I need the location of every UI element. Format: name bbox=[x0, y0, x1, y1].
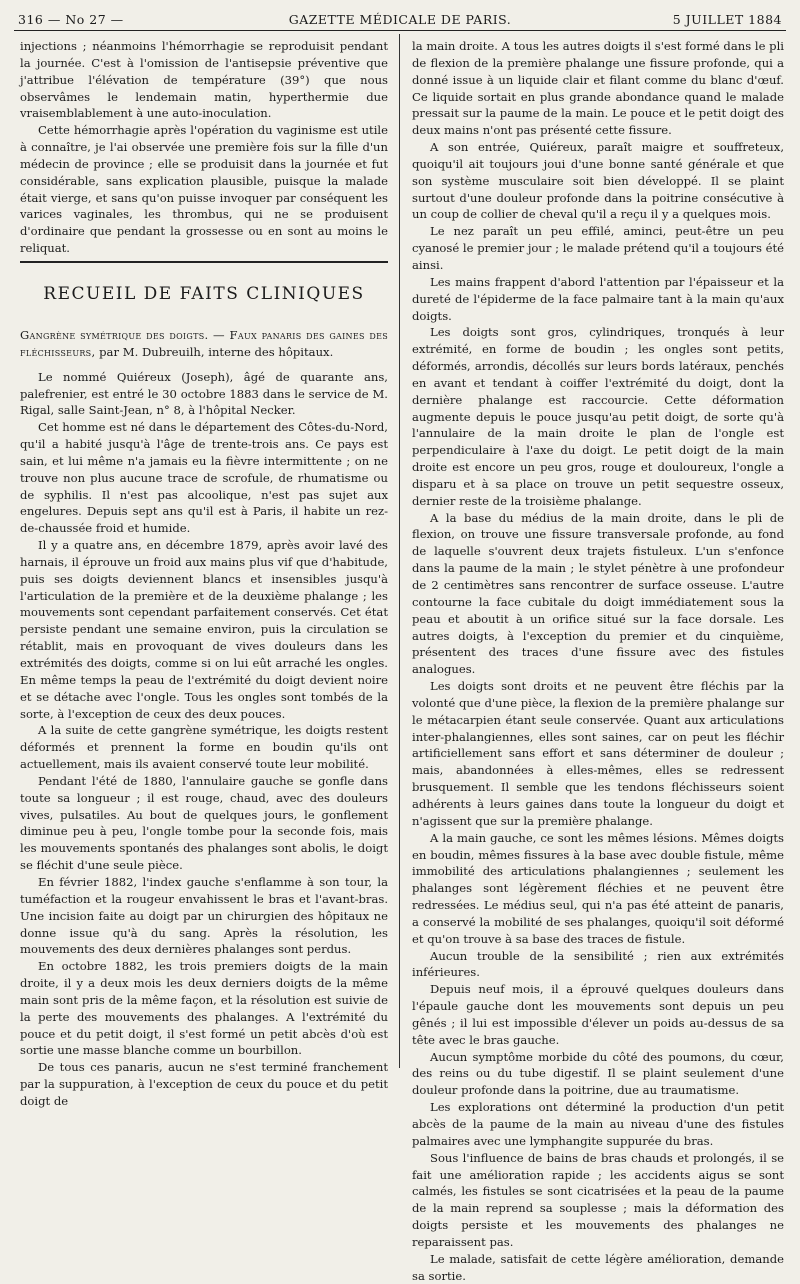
body-paragraph: A la base du médius de la main droite, dans le pli de flexion, on trouve une fissure transversale profonde, au fond de laquelle s'ouvrent deux trajets fistuleux. L'un s'enfonce dans la paume de la main ; le stylet pénètre à une profondeur de 2 centimètres sans rencontrer de surface osseuse. L'autre contourne la face cubitale du doigt immédiatement sous la peau et aboutit à un orifice situé sur la face dorsale. Les autres doigts, à l'exception du premier et du cinquième, présentent des traces d'une fissure avec des fistules analogues. bbox=[412, 510, 784, 677]
body-paragraph: Aucun trouble de la sensibilité ; rien aux extrémités inférieures. bbox=[412, 948, 784, 980]
body-paragraph: A la main gauche, ce sont les mêmes lésions. Mêmes doigts en boudin, mêmes fissures à la base avec double fistule, même immobilité des articulations phalangiennes ; seulement les phalanges sont légèrement fléchies et ne peuvent être redressées. Le médius seul, qui n'a pas été atteint de panaris, a conservé la mobilité de ses phalanges, quoiqu'il soit déformé et qu'on trouve à sa base des traces de fistule. bbox=[412, 830, 784, 946]
body-paragraph: Depuis neuf mois, il a éprouvé quelques douleurs dans l'épaule gauche dont les mouvements sont depuis un peu gênés ; il lui est impossible d'élever un poids au-dessus de sa tête avec le bras gauche. bbox=[412, 982, 784, 1047]
column-divider bbox=[399, 34, 400, 1068]
body-paragraph: Le malade, satisfait de cette légère amélioration, demande sa sortie. bbox=[412, 1251, 784, 1283]
case-heading-title: Gangrène symétrique des doigts. — Faux panaris des gaines des fléchisseurs, bbox=[20, 327, 388, 359]
body-paragraph: Le nommé Quiéreux (Joseph), âgé de quarante ans, palefrenier, est entré le 30 octobre 1883 dans le service de M. Rigal, salle Saint-Jean, n° 8, à l'hôpital Necker. bbox=[20, 369, 388, 418]
body-paragraph: En février 1882, l'index gauche s'enflamme à son tour, la tuméfaction et la rougeur envahissent le bras et l'avant-bras. Une incision faite au doigt par un chirurgien des hôpitaux ne donne issue qu'à du sang. Après la résolution, les mouvements des deux dernières phalanges sont perdus. bbox=[20, 874, 388, 957]
continued-paragraph: Cette hémorrhagie après l'opération du vaginisme est utile à connaître, je l'ai observée une première fois sur la fille d'un médecin de province ; elle se produisit dans la journée et fut considérable, sans explication plausible, puisque la malade était vierge, et sans qu'on puisse invoquer par conséquent les varices vaginales, les thrombus, qui ne se produisent d'ordinaire que pendant la grossesse ou en sont au moins le reliquat. bbox=[20, 123, 388, 256]
body-paragraph: Le nez paraît un peu effilé, aminci, peut-être un peu cyanosé le premier jour ; le malade prétend qu'il a toujours été ainsi. bbox=[412, 224, 784, 272]
body-paragraph: Cet homme est né dans le département des Côtes-du-Nord, qu'il a habité jusqu'à l'âge de trente-trois ans. Ce pays est sain, et lui même n'a jamais eu la fièvre intermittente ; on ne trouve non plus aucune trace de scrofule, de rhumatisme ou de syphilis. Il n'est pas alcoolique, n'est pas sujet aux engelures. Depuis sept ans qu'il est à Paris, il habite un rez-de-chaussée froid et humide. bbox=[20, 420, 388, 536]
page-number: 316 bbox=[18, 12, 44, 27]
body-paragraph: A la suite de cette gangrène symétrique, les doigts restent déformés et prennent la forme en boudin qu'ils ont actuellement, mais ils avaient conservé toute leur mobilité. bbox=[20, 723, 388, 772]
issue-date: 5 JUILLET 1884 bbox=[672, 12, 782, 27]
body-paragraph: Les explorations ont déterminé la production d'un petit abcès de la paume de la main au niveau d'une des fistules palmaires avec une lymphangite suppurée du bras. bbox=[412, 1100, 784, 1148]
section-title: RECUEIL DE FAITS CLINIQUES bbox=[43, 283, 365, 304]
case-heading bbox=[20, 327, 388, 361]
page-header bbox=[14, 6, 786, 31]
body-paragraph: Il y a quatre ans, en décembre 1879, après avoir lavé des harnais, il éprouve un froid aux mains plus vif que d'habitude, puis ses doigts deviennent blancs et insensibles jusqu'à l'articulation de la première et de la deuxième phalange ; les mouvements sont cependant parfaitement conservés. Cet état persiste pendant une semaine environ, puis la circulation se rétablit, mais en provoquant de vives douleurs dans les extrémités des doigts, comme si on lui eût arraché les ongles. En même temps la peau de l'extrémité du doigt devient noire et se détache avec l'ongle. Tous les ongles sont tombés de la sorte, à l'exception de ceux des deux pouces. bbox=[20, 538, 388, 721]
continued-paragraph: injections ; néanmoins l'hémorrhagie se reproduisit pendant la journée. C'est à l'omission de l'antisepsie préventive que j'attribue l'élévation de température (39°) que nous observâmes le lendemain matin, hyperthermie due vraisemblablement à une auto-inoculation. bbox=[20, 39, 388, 121]
body-paragraph: Pendant l'été de 1880, l'annulaire gauche se gonfle dans toute sa longueur ; il est rouge, chaud, avec des douleurs vives, pulsatiles. Au bout de quelques jours, le gonflement diminue peu à peu, l'ongle tombe pour la seconde fois, mais les mouvements spontanés des phalanges sont abolis, le doigt se fléchit d'une seule pièce. bbox=[20, 773, 388, 873]
issue-number: — No 27 — bbox=[47, 12, 124, 27]
body-paragraph: Aucun symptôme morbide du côté des poumons, du cœur, des reins ou du tube digestif. Il se plaint seulement d'une douleur profonde dans la poitrine, due au traumatisme. bbox=[412, 1049, 784, 1098]
body-paragraph: A son entrée, Quiéreux, paraît maigre et souffreteux, quoiqu'il ait toujours joui d'une bonne santé générale et que son système musculaire soit bien développé. Il se plaint surtout d'une douleur profonde dans la poitrine consécutive à un coup de collier de cheval qu'il a reçu il y a quelques mois. bbox=[412, 140, 784, 222]
body-paragraph: Sous l'influence de bains de bras chauds et prolongés, il se fait une amélioration rapide ; les accidents aigus se sont calmés, les fistules se sont cicatrisées et la peau de la paume de la main reprend sa souplesse ; mais la déformation des doigts persiste et les mouvements des phalanges ne reparaissent pas. bbox=[412, 1150, 784, 1249]
case-heading-author: par M. Dubreuilh, interne des hôpitaux. bbox=[99, 344, 334, 359]
body-paragraph: Les doigts sont droits et ne peuvent être fléchis par la volonté que d'une pièce, la flexion de la première phalange sur le métacarpien étant seule conservée. Quant aux articulations inter-phalangiennes, elles sont saines, car on peut les fléchir artificiellement sans effort et sans déterminer de douleur ; mais, abandonnées à elles-mêmes, elles se redressent brusquement. Il semble que les tendons fléchisseurs soient adhérents à leurs gaines dans toute la longueur du doigt et n'agissent que sur la première phalange. bbox=[412, 679, 784, 828]
body-paragraph: En octobre 1882, les trois premiers doigts de la main droite, il y a deux mois les deux derniers doigts de la même main sont pris de la même façon, et la résolution est suivie de la perte des mouvements des phalanges. A l'extrémité du pouce et du petit doigt, il s'est formé un petit abcès d'où est sortie une masse blanche comme un bourbillon. bbox=[20, 959, 388, 1058]
body-paragraph: De tous ces panaris, aucun ne s'est terminé franchement par la suppuration, à l'exception de ceux du pouce et du petit doigt de bbox=[20, 1060, 388, 1108]
journal-title: GAZETTE MÉDICALE DE PARIS. bbox=[288, 12, 512, 27]
left-column bbox=[20, 38, 388, 1108]
body-paragraph: Les doigts sont gros, cylindriques, tronqués à leur extrémité, en forme de boudin ; les ongles sont petits, déformés, arrondis, décollés sur leurs bords latéraux, penchés en avant et tendant à coiffer l'extrémité du doigt, dont la dernière phalange est raccourcie. Cette déformation augmente depuis le pouce jusqu'au petit doigt, de sorte qu'à l'annulaire de la main droite le plan de l'ongle est perpendiculaire à l'axe du doigt. Le petit doigt de la main droite est encore un peu gros, rouge et douloureux, l'ongle a disparu et à sa place on trouve un petit sequestre osseux, dernier reste de la troisième phalange. bbox=[412, 325, 784, 508]
right-column bbox=[412, 38, 784, 1283]
body-paragraph: la main droite. A tous les autres doigts il s'est formé dans le pli de flexion de la première phalange une fissure profonde, qui a donné issue à un liquide clair et filant comme du blanc d'œuf. Ce liquide sortait en plus grande abondance quand le malade pressait sur la paume de la main. Le pouce et le petit doigt des deux mains n'ont pas présenté cette fissure. bbox=[412, 39, 784, 138]
section-divider bbox=[20, 261, 388, 263]
body-paragraph: Les mains frappent d'abord l'attention par l'épaisseur et la dureté de l'épiderme de la face palmaire tant à la main qu'aux doigts. bbox=[412, 274, 784, 323]
